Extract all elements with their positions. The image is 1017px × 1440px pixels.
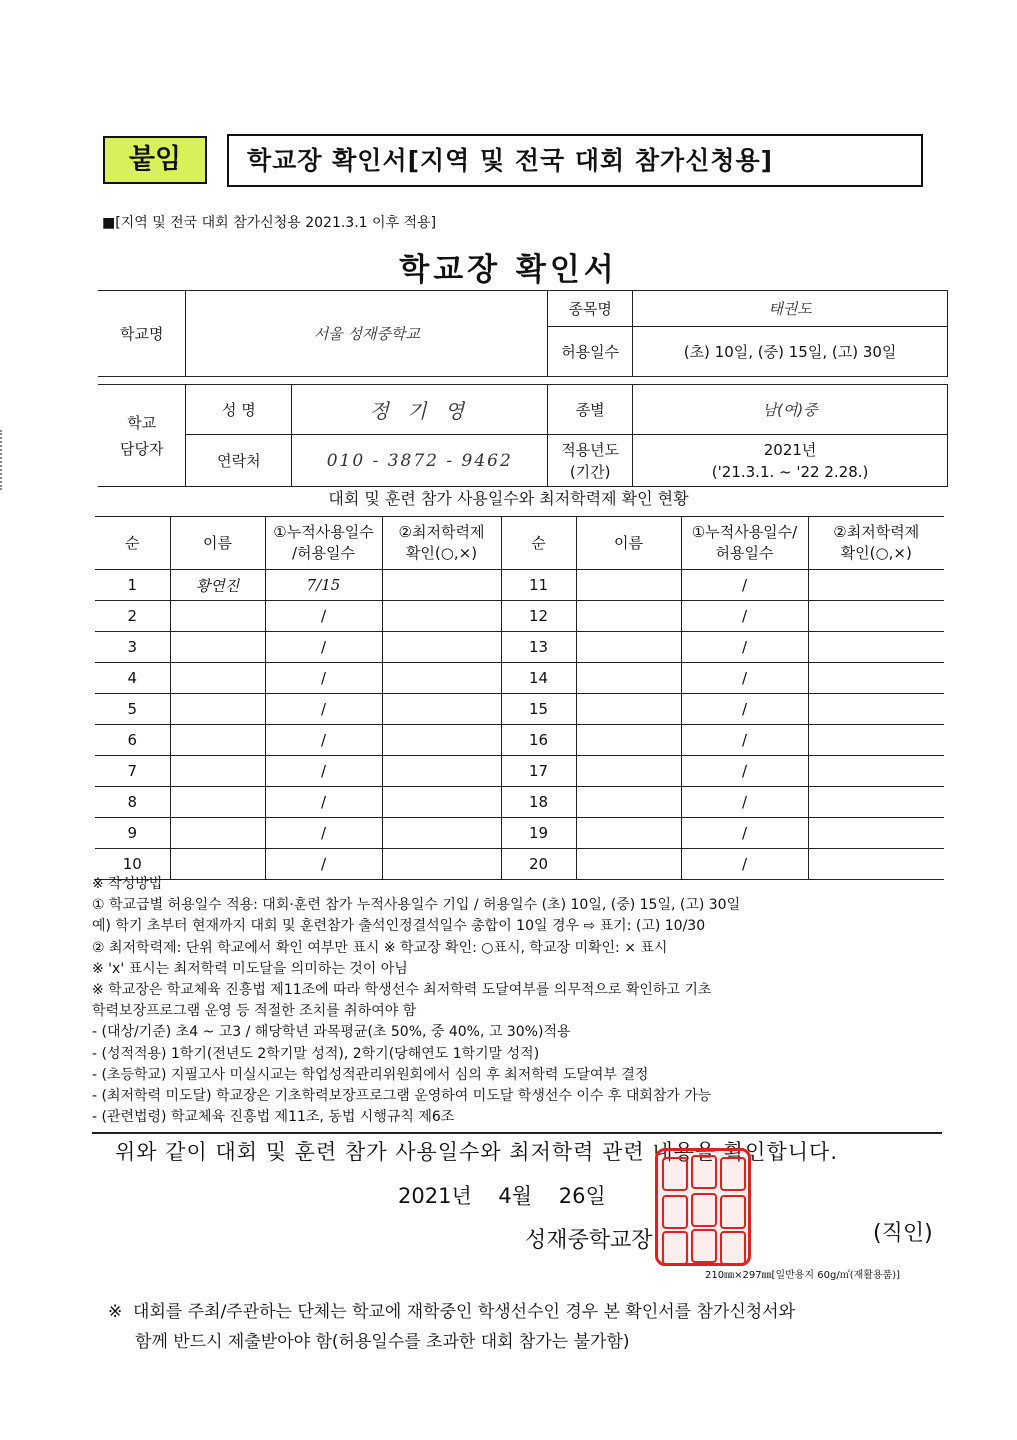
seq-cell: 19 — [501, 818, 576, 849]
writing-instructions — [92, 874, 952, 1128]
seq-cell: 8 — [95, 787, 170, 818]
days-cell: / — [681, 756, 808, 787]
check-cell — [808, 663, 944, 694]
seq-cell: 2 — [95, 601, 170, 632]
participation-table — [95, 516, 944, 880]
days-cell: / — [681, 694, 808, 725]
event-value: 태권도 — [633, 291, 948, 327]
days-cell: / — [265, 601, 382, 632]
attachment-badge: 붙임 — [103, 136, 207, 184]
gender-label: 종별 — [548, 385, 633, 435]
school-value: 서울 성재중학교 — [186, 291, 548, 377]
period-value: ('21.3.1. ~ '22 2.28.) — [711, 462, 869, 481]
instruction-line: - (최저학력 미도달) 학교장은 기초학력보장프로그램 운영하여 미도달 학생선수 이수 후 대회참가 가능 — [92, 1088, 712, 1105]
table-row — [95, 663, 944, 694]
table-row — [95, 694, 944, 725]
instruction-line: ※ 학교장은 학교체육 진흥법 제11조에 따라 학생선수 최저학력 도달여부를 의무적으로 확인하고 기초 — [92, 982, 712, 999]
seq-cell: 9 — [95, 818, 170, 849]
days-cell: / — [265, 756, 382, 787]
name-cell — [576, 787, 681, 818]
contact-value: 010 - 3872 - 9462 — [292, 435, 548, 487]
header-check-2: ②최저학력제 확인(○,×) — [808, 517, 944, 570]
days-cell: / — [265, 818, 382, 849]
document-title: 학교장 확인서 — [399, 252, 618, 288]
instruction-line: - (초등학교) 지필고사 미실시교는 학업성적관리위원회에서 심의 후 최저학력 도달여부 결정 — [92, 1066, 649, 1083]
check-cell — [382, 694, 501, 725]
header-days-2: ①누적사용일수/ 허용일수 — [681, 517, 808, 570]
table-row — [95, 787, 944, 818]
check-cell — [808, 725, 944, 756]
instruction-line: ※ 'x' 표시는 최저학력 미도달을 의미하는 것이 아님 — [92, 960, 408, 977]
table-row — [95, 818, 944, 849]
check-cell — [382, 601, 501, 632]
name-label: 성 명 — [186, 385, 292, 435]
days-cell: / — [681, 601, 808, 632]
header-days-1: ①누적사용일수 /허용일수 — [265, 517, 382, 570]
days-cell: / — [681, 787, 808, 818]
seq-cell: 20 — [501, 849, 576, 880]
name-cell — [576, 663, 681, 694]
contact-label: 연락처 — [186, 435, 292, 487]
header-seq-1: 순 — [95, 517, 170, 570]
header-name-1: 이름 — [170, 517, 265, 570]
check-cell — [382, 818, 501, 849]
instruction-line: ① 학교급별 허용일수 적용: 대회·훈련 참가 누적사용일수 기입 / 허용일수 (초) 10일, (중) 15일, (고) 30일 — [92, 897, 741, 914]
name-cell — [170, 818, 265, 849]
year-value: 2021년 — [763, 440, 817, 459]
name-cell — [170, 663, 265, 694]
seq-cell: 18 — [501, 787, 576, 818]
seq-cell: 4 — [95, 663, 170, 694]
check-cell — [808, 818, 944, 849]
event-label: 종목명 — [548, 291, 633, 327]
name-cell — [576, 818, 681, 849]
check-cell — [382, 787, 501, 818]
name-cell — [170, 725, 265, 756]
days-cell: / — [265, 694, 382, 725]
days-cell: / — [681, 725, 808, 756]
manager-name: 정 기 영 — [292, 385, 548, 435]
days-cell: / — [265, 663, 382, 694]
seq-cell: 17 — [501, 756, 576, 787]
days-cell: 7/15 — [265, 570, 382, 601]
check-cell — [382, 570, 501, 601]
gender-value: 남(여)중 — [633, 385, 948, 435]
seq-cell: 10 — [95, 849, 170, 880]
table-row — [95, 725, 944, 756]
allowed-days-label: 허용일수 — [548, 327, 633, 377]
name-cell — [170, 601, 265, 632]
table-caption: 대회 및 훈련 참가 사용일수와 최저학력제 확인 현황 — [328, 489, 689, 508]
name-cell — [576, 632, 681, 663]
header-check-1: ②최저학력제 확인(○,×) — [382, 517, 501, 570]
applicant-info-table — [98, 290, 948, 487]
table-row — [95, 601, 944, 632]
seq-cell: 5 — [95, 694, 170, 725]
instruction-line: ② 최저학력제: 단위 학교에서 확인 여부만 표시 ※ 학교장 확인: ○표시, 학교장 미확인: × 표시 — [92, 939, 668, 956]
header-name-2: 이름 — [576, 517, 681, 570]
seq-cell: 11 — [501, 570, 576, 601]
days-cell: / — [681, 849, 808, 880]
days-cell: / — [681, 663, 808, 694]
check-cell — [808, 694, 944, 725]
check-cell — [382, 663, 501, 694]
instruction-line: 예) 학기 초부터 현재까지 대회 및 훈련참가 출석인정결석일수 총합이 10일 경우 ⇨ 표기: (고) 10/30 — [92, 918, 706, 935]
name-cell — [576, 694, 681, 725]
check-cell — [808, 601, 944, 632]
seq-cell: 13 — [501, 632, 576, 663]
check-cell — [808, 570, 944, 601]
check-cell — [808, 756, 944, 787]
period-label: 적용년도 (기간) — [548, 435, 633, 487]
submission-footnote — [108, 1297, 938, 1357]
days-cell: / — [681, 570, 808, 601]
issue-date: 2021년 4월 26일 — [398, 1184, 606, 1208]
name-cell — [170, 756, 265, 787]
manager-label: 학교 담당자 — [98, 385, 186, 487]
name-cell — [170, 694, 265, 725]
seq-cell: 6 — [95, 725, 170, 756]
check-cell — [382, 632, 501, 663]
allowed-days-value: (초) 10일, (중) 15일, (고) 30일 — [633, 327, 948, 377]
seq-cell: 1 — [95, 570, 170, 601]
instruction-line: - (관련법령) 학교체육 진흥법 제11조, 동법 시행규칙 제6조 — [92, 1109, 455, 1126]
name-cell: 황연진 — [170, 570, 265, 601]
seq-cell: 7 — [95, 756, 170, 787]
header-seq-2: 순 — [501, 517, 576, 570]
name-cell — [576, 601, 681, 632]
name-cell — [576, 570, 681, 601]
principal-name: 성재중학교장 — [525, 1228, 653, 1253]
period-cell — [633, 435, 948, 487]
name-cell — [576, 725, 681, 756]
days-cell: / — [681, 632, 808, 663]
check-cell — [382, 725, 501, 756]
table-row — [95, 632, 944, 663]
official-seal-stamp — [655, 1148, 751, 1266]
form-subnote: ■[지역 및 전국 대회 참가신청용 2021.3.1 이후 적용] — [102, 215, 437, 231]
name-cell — [170, 787, 265, 818]
confirmation-statement: 위와 같이 대회 및 훈련 참가 사용일수와 최저학력 관련 내용을 확인합니다. — [115, 1140, 839, 1164]
days-cell: / — [681, 818, 808, 849]
form-title: 학교장 확인서[지역 및 전국 대회 참가신청용] — [227, 134, 923, 187]
check-cell — [382, 756, 501, 787]
seq-cell: 12 — [501, 601, 576, 632]
instruction-line: ※ 작성방법 — [92, 876, 163, 892]
instruction-line: - (성적적용) 1학기(전년도 2학기말 성적), 2학기(당해연도 1학기말 성적) — [92, 1045, 540, 1062]
seq-cell: 15 — [501, 694, 576, 725]
check-cell — [808, 787, 944, 818]
days-cell: / — [265, 787, 382, 818]
table-row — [95, 570, 944, 601]
instruction-line: 학력보장프로그램 운영 등 적절한 조치를 취하여야 함 — [92, 1003, 417, 1020]
name-cell — [576, 756, 681, 787]
scan-edge-marks — [0, 430, 5, 490]
school-label: 학교명 — [98, 291, 186, 377]
seq-cell: 14 — [501, 663, 576, 694]
seq-cell: 3 — [95, 632, 170, 663]
footnote-line-2: 함께 반드시 제출받아야 함(허용일수를 초과한 대회 참가는 불가함) — [108, 1332, 630, 1352]
check-cell — [808, 632, 944, 663]
days-cell: / — [265, 632, 382, 663]
footnote-line-1: ※ 대회를 주최/주관하는 단체는 학교에 재학중인 학생선수인 경우 본 확인서를 참가신청서와 — [108, 1302, 796, 1322]
name-cell — [170, 632, 265, 663]
instruction-line: - (대상/기준) 초4 ~ 고3 / 해당학년 과목평균(초 50%, 중 40%, 고 30%)적용 — [92, 1024, 571, 1041]
table-row — [95, 756, 944, 787]
days-cell: / — [265, 849, 382, 880]
divider — [92, 1132, 942, 1134]
seq-cell: 16 — [501, 725, 576, 756]
days-cell: / — [265, 725, 382, 756]
paper-spec: 210㎜×297㎜[일반용지 60g/㎡(재활용품)] — [705, 1270, 901, 1281]
seal-label: (직인) — [873, 1221, 933, 1246]
